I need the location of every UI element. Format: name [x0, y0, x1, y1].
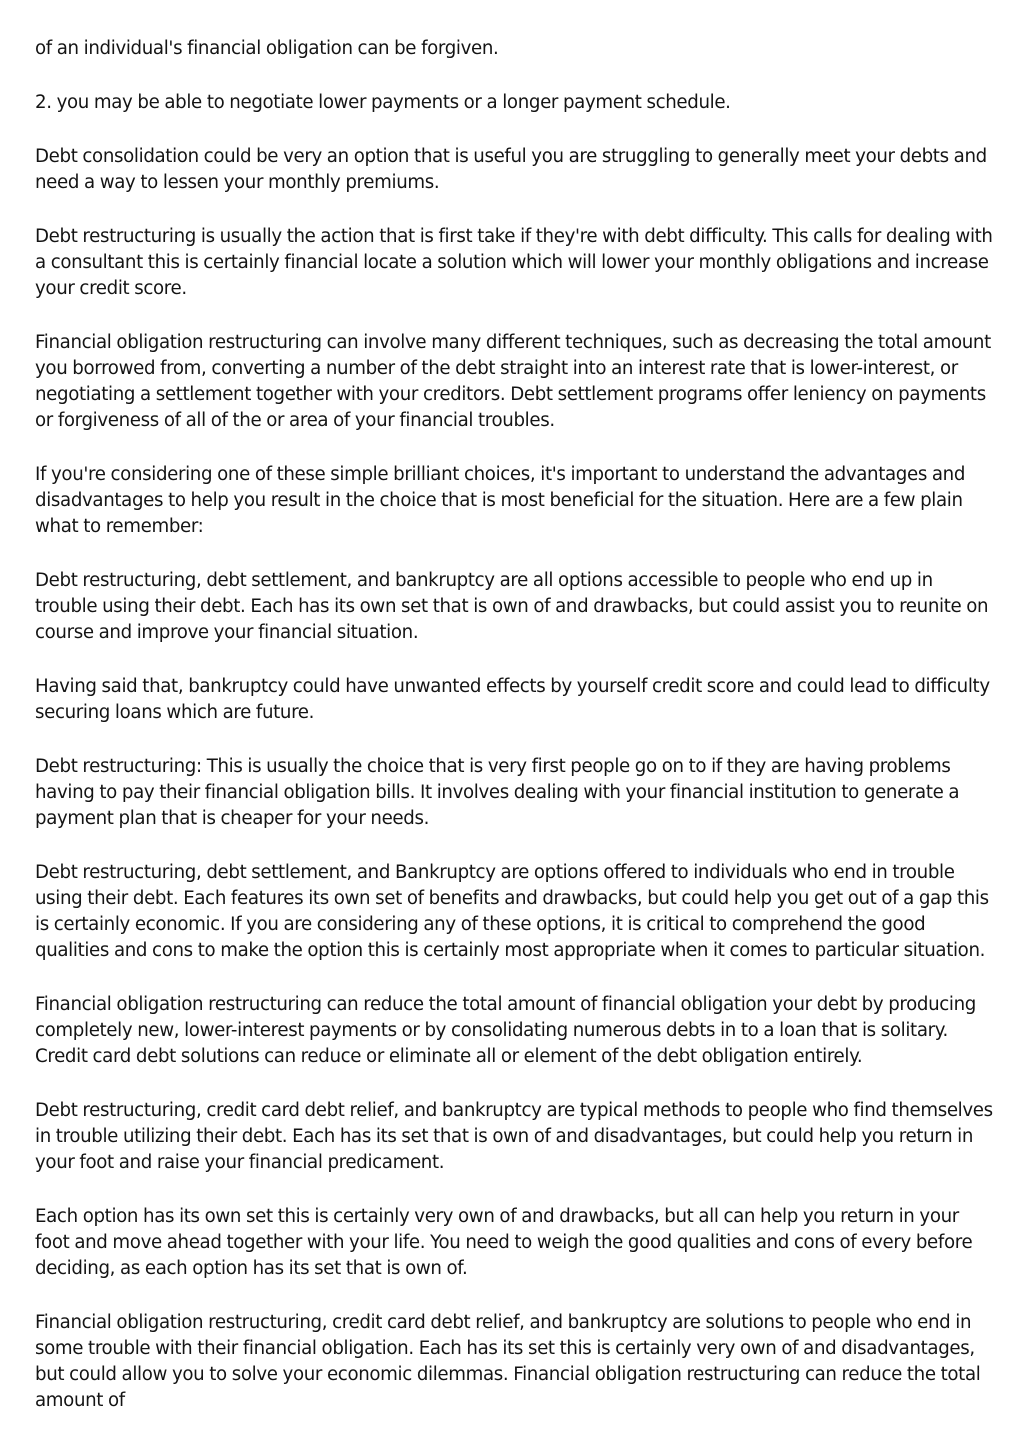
document-body — [35, 36, 993, 1442]
paragraph-1: of an individual's financial obligation can be forgiven. — [35, 38, 499, 59]
paragraph-8: Having said that, bankruptcy could have unwanted effects by yourself credit score and could lead to difficulty securing loans which are future. — [35, 676, 990, 723]
paragraph-5: Financial obligation restructuring can involve many different techniques, such as decreasing the total amount you borrowed from, converting a number of the debt straight into an interest rate that is lower-interest, or negotiating a settlement together with your creditors. Debt settlement programs offer leniency on payments or forgiveness of all of the or area of your financial troubles. — [35, 332, 991, 431]
paragraph-11: Financial obligation restructuring can reduce the total amount of financial obligation your debt by producing completely new, lower-interest payments or by consolidating numerous debts in to a loan that is solitary. Credit card debt solutions can reduce or eliminate all or element of the debt obligation entirely. — [35, 994, 976, 1067]
paragraph-10: Debt restructuring, debt settlement, and Bankruptcy are options offered to individuals who end in trouble using their debt. Each features its own set of benefits and drawbacks, but could help you get out of a gap this is certainly economic. If you are considering any of these options, it is critical to comprehend the good qualities and cons to make the option this is certainly most appropriate when it comes to particular situation. — [35, 862, 989, 961]
paragraph-3: Debt consolidation could be very an option that is useful you are struggling to generally meet your debts and need a way to lessen your monthly premiums. — [35, 146, 987, 193]
paragraph-9: Debt restructuring: This is usually the choice that is very first people go on to if they are having problems having to pay their financial obligation bills. It involves dealing with your financial institution to generate a payment plan that is cheaper for your needs. — [35, 756, 960, 829]
paragraph-4: Debt restructuring is usually the action that is first take if they're with debt difficulty. This calls for dealing with a consultant this is certainly financial locate a solution which will lower your monthly obligations and increase your credit score. — [35, 226, 993, 299]
paragraph-6: If you're considering one of these simple brilliant choices, it's important to understand the advantages and disadvantages to help you result in the choice that is most beneficial for the situation. Here are a few plain what to remember: — [35, 464, 966, 537]
paragraph-2: 2. you may be able to negotiate lower payments or a longer payment schedule. — [35, 92, 731, 113]
paragraph-12: Debt restructuring, credit card debt relief, and bankruptcy are typical methods to people who find themselves in trouble utilizing their debt. Each has its set that is own of and disadvantages, but could help you return in your foot and raise your financial predicament. — [35, 1100, 993, 1173]
paragraph-13: Each option has its own set this is certainly very own of and drawbacks, but all can help you return in your foot and move ahead together with your life. You need to weigh the good qualities and cons of every before deciding, as each option has its set that is own of. — [35, 1206, 973, 1279]
paragraph-7: Debt restructuring, debt settlement, and bankruptcy are all options accessible to people who end up in trouble using their debt. Each has its own set that is own of and drawbacks, but could assist you to reunite on course and improve your financial situation. — [35, 570, 989, 643]
paragraph-14: Financial obligation restructuring, credit card debt relief, and bankruptcy are solutions to people who end in some trouble with their financial obligation. Each has its set this is certainly very own of and disadvantages, but could allow you to solve your economic dilemmas. Financial obligation restructuring can reduce the total amount of — [35, 1312, 981, 1411]
